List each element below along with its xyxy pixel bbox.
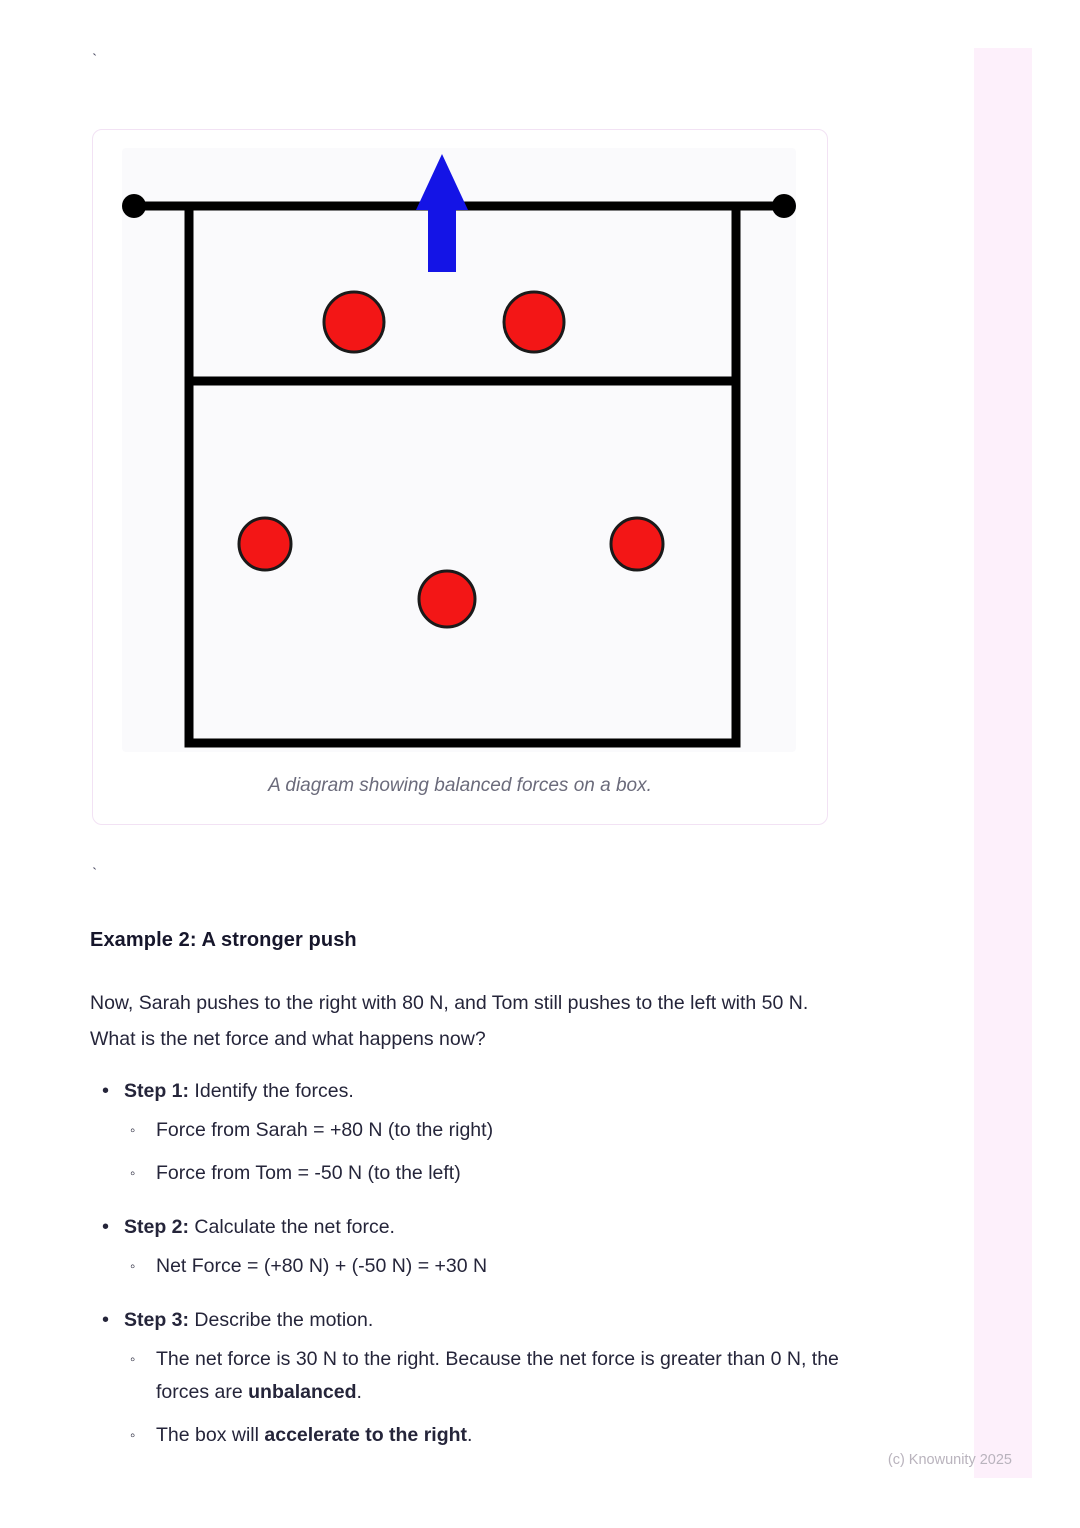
- step-label: Step 2:: [124, 1216, 190, 1238]
- step-main-text: [90, 1212, 850, 1242]
- sub-text-post: .: [467, 1424, 473, 1446]
- list-item: [90, 1250, 850, 1283]
- step-main-text: [90, 1076, 850, 1106]
- sub-text: Force from Sarah = +80 N (to the right): [156, 1119, 494, 1141]
- circle-bullet-icon: ◦: [130, 1427, 136, 1444]
- sub-text-post: .: [356, 1381, 362, 1403]
- list-item: [90, 1212, 850, 1283]
- list-item: [90, 1419, 850, 1452]
- tick-mark-bottom: `: [90, 866, 100, 883]
- sub-text: The box will: [156, 1424, 265, 1446]
- bullet-icon: •: [102, 1216, 110, 1238]
- step-label: Step 3:: [124, 1309, 190, 1331]
- steps-list: [90, 1076, 850, 1474]
- step-main-text: [90, 1305, 850, 1335]
- bullet-icon: •: [102, 1309, 110, 1331]
- sub-text: Net Force = (+80 N) + (-50 N) = +30 N: [156, 1255, 488, 1277]
- circle-bullet-icon: ◦: [130, 1258, 136, 1275]
- sub-list: [90, 1343, 850, 1452]
- step-text: Describe the motion.: [189, 1309, 374, 1331]
- watermark: (c) Knowunity 2025: [887, 1452, 1012, 1468]
- sub-list: [90, 1250, 850, 1283]
- step-text: Identify the forces.: [189, 1080, 354, 1102]
- circle-bullet-icon: ◦: [130, 1122, 136, 1139]
- list-item: [90, 1305, 850, 1452]
- bullet-icon: •: [102, 1080, 110, 1102]
- list-item: [90, 1114, 850, 1147]
- sub-text: The net force is 30 N to the right. Because the net force is greater than 0 N, the forces are: [156, 1348, 839, 1403]
- list-item: [90, 1076, 850, 1190]
- circle-bullet-icon: ◦: [130, 1351, 136, 1368]
- sub-text-bold: unbalanced: [248, 1381, 357, 1403]
- figure-image-area: [122, 148, 796, 752]
- sub-text-bold: accelerate to the right: [264, 1424, 468, 1446]
- tick-mark-top: `: [90, 52, 100, 69]
- list-item: [90, 1343, 850, 1409]
- section-paragraph: Now, Sarah pushes to the right with 80 N, and Tom still pushes to the left with 50 N. What is the net force and what happens now?: [90, 992, 809, 1050]
- sub-text: Force from Tom = -50 N (to the left): [156, 1162, 461, 1184]
- step-text: Calculate the net force.: [189, 1216, 395, 1238]
- circle-bullet-icon: ◦: [130, 1165, 136, 1182]
- list-item: [90, 1157, 850, 1190]
- step-label: Step 1:: [124, 1080, 190, 1102]
- balanced-forces-box-diagram: [122, 148, 796, 752]
- section-heading: Example 2: A stronger push: [90, 929, 357, 951]
- right-side-rail: [974, 48, 1032, 1478]
- figure-card: [92, 129, 828, 825]
- figure-caption: A diagram showing balanced forces on a box.: [268, 775, 652, 796]
- sub-list: [90, 1114, 850, 1190]
